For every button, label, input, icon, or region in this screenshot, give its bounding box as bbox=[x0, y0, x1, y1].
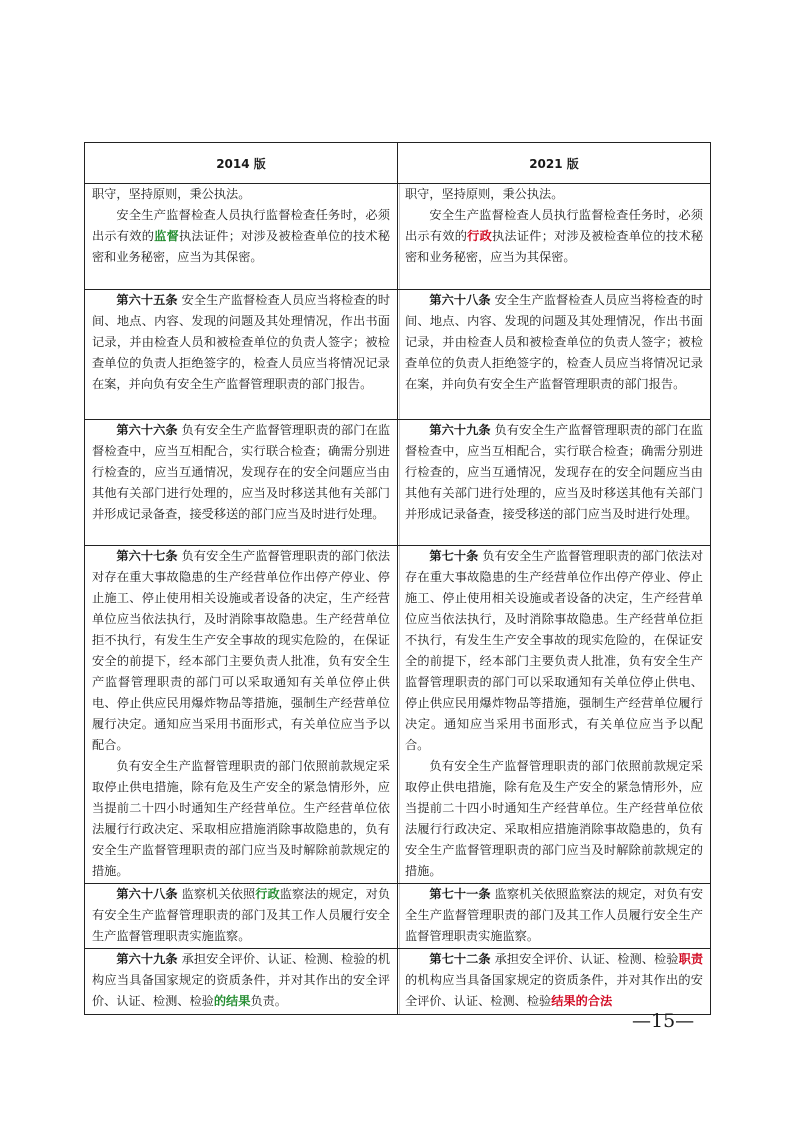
text: 安全生产监督检查人员执行监督检查任务时，必须出示有效的 bbox=[405, 208, 703, 243]
table-row bbox=[85, 290, 711, 420]
cell-2021 bbox=[398, 546, 711, 884]
paragraph: 负有安全生产监督管理职责的部门依照前款规定采取停止供电措施，除有危及生产安全的紧急情形外，应当提前二十四小时通知生产经营单位。生产经营单位依法履行行政决定、采取相应措施消除事故隐患的，负有安全生产监督管理职责的部门应当及时解除前款规定的措施。 bbox=[92, 759, 390, 878]
paragraph: 负有安全生产监督管理职责的部门依照前款规定采取停止供电措施，除有危及生产安全的紧急情形外，应当提前二十四小时通知生产经营单位。生产经营单位依法履行行政决定、采取相应措施消除事故隐患的，负有安全生产监督管理职责的部门应当及时解除前款规定的措施。 bbox=[405, 759, 703, 878]
text: 执法证件；对涉及被检查单位的技术秘密和业务秘密，应当为其保密。 bbox=[405, 229, 704, 264]
cell-2021 bbox=[398, 290, 711, 420]
article-number: 第六十八条 bbox=[429, 293, 491, 307]
paragraph bbox=[92, 290, 390, 395]
article-number: 第六十七条 bbox=[116, 549, 178, 563]
table-row bbox=[85, 949, 711, 1015]
cell-2021 bbox=[398, 949, 711, 1015]
header-2014: 2014 版 bbox=[85, 143, 398, 184]
paragraph bbox=[405, 420, 703, 525]
text: 监察法的规定，对负有安全生产监督管理职责的部门及其工作人员履行安全生产监督管理职责实施监察。 bbox=[92, 887, 391, 943]
table-row bbox=[85, 184, 711, 290]
article-number: 第六十九条 bbox=[429, 423, 491, 437]
inserted-text: 结果的合法 bbox=[551, 994, 613, 1008]
cell-2014 bbox=[85, 420, 398, 546]
cell-2021 bbox=[398, 884, 711, 949]
paragraph bbox=[92, 546, 390, 756]
cell-2021 bbox=[398, 184, 711, 290]
article-number: 第六十九条 bbox=[116, 952, 178, 966]
article-number: 第七十条 bbox=[429, 549, 479, 563]
article-number: 第六十五条 bbox=[116, 293, 178, 307]
comparison-table bbox=[84, 142, 711, 1015]
cell-2014 bbox=[85, 184, 398, 290]
text: 安全生产监督检查人员应当将检查的时间、地点、内容、发现的问题及其处理情况，作出书面记录，并由检查人员和被检查单位的负责人签字；被检查单位的负责人拒绝签字的，检查人员应当将情况记录在案，并向负有安全生产监督管理职责的部门报告。 bbox=[405, 293, 704, 391]
table-row bbox=[85, 884, 711, 949]
cell-2014 bbox=[85, 290, 398, 420]
cell-2014 bbox=[85, 546, 398, 884]
text: 负有安全生产监督管理职责的部门依法对存在重大事故隐患的生产经营单位作出停产停业、停止施工、停止使用相关设施或者设备的决定，生产经营单位应当依法执行，及时消除事故隐患。生产经营单位拒不执行，有发生生产安全事故的现实危险的，在保证安全的前提下，经本部门主要负责人批准，负有安全生产监督管理职责的部门可以采取通知有关单位停止供电、停止供应民用爆炸物品等措施，强制生产经营单位履行决定。通知应当采用书面形式，有关单位应当予以配合。 bbox=[92, 549, 391, 752]
text: 执法证件；对涉及被检查单位的技术秘密和业务秘密，应当为其保密。 bbox=[92, 229, 391, 264]
text: 承担安全评价、认证、检测、检验 bbox=[494, 952, 679, 966]
paragraph bbox=[92, 884, 390, 947]
text: 负责。 bbox=[250, 994, 287, 1008]
text: 监察机关依照 bbox=[181, 887, 256, 901]
text: 的机构应当具备国家规定的资质条件，并对其作出的安全评价、认证、检测、检验 bbox=[405, 973, 703, 1008]
cell-2021 bbox=[398, 420, 711, 546]
text: 安全生产监督检查人员应当将检查的时间、地点、内容、发现的问题及其处理情况，作出书面记录，并由检查人员和被检查单位的负责人签字；被检查单位的负责人拒绝签字的，检查人员应当将情况记录在案，并向负有安全生产监督管理职责的部门报告。 bbox=[92, 293, 391, 391]
deleted-text: 行政 bbox=[255, 887, 280, 901]
article-number: 第七十一条 bbox=[429, 887, 491, 901]
paragraph bbox=[405, 290, 703, 395]
page-number: —15— bbox=[632, 1010, 695, 1032]
paragraph bbox=[92, 420, 390, 525]
text: 监察机关依照监察法的规定，对负有安全生产监督管理职责的部门及其工作人员履行安全生产监督管理职责实施监察。 bbox=[405, 887, 704, 943]
text: 承担安全评价、认证、检测、检验的机构应当具备国家规定的资质条件，并对其作出的安全评价、认证、检测、检验 bbox=[92, 952, 391, 1008]
header-2021: 2021 版 bbox=[398, 143, 711, 184]
deleted-text: 监督 bbox=[154, 229, 179, 243]
paragraph bbox=[405, 949, 703, 1012]
inserted-text: 职责 bbox=[678, 952, 704, 966]
paragraph bbox=[405, 546, 703, 756]
article-number: 第七十二条 bbox=[429, 952, 491, 966]
paragraph: 职守，坚持原则，秉公执法。 bbox=[92, 187, 251, 201]
table-row bbox=[85, 420, 711, 546]
paragraph bbox=[405, 205, 703, 268]
cell-2014 bbox=[85, 884, 398, 949]
article-number: 第六十八条 bbox=[116, 887, 178, 901]
paragraph: 职守，坚持原则，秉公执法。 bbox=[405, 187, 564, 201]
cell-2014 bbox=[85, 949, 398, 1015]
text: 安全生产监督检查人员执行监督检查任务时，必须出示有效的 bbox=[92, 208, 390, 243]
article-number: 第六十六条 bbox=[116, 423, 178, 437]
paragraph bbox=[405, 884, 703, 947]
text: 负有安全生产监督管理职责的部门依法对存在重大事故隐患的生产经营单位作出停产停业、停止施工、停止使用相关设施或者设备的决定，生产经营单位应当依法执行，及时消除事故隐患。生产经营单位拒不执行，有发生生产安全事故的现实危险的，在保证安全的前提下，经本部门主要负责人批准，负有安全生产监督管理职责的部门可以采取通知有关单位停止供电、停止供应民用爆炸物品等措施，强制生产经营单位履行决定。通知应当采用书面形式，有关单位应当予以配合。 bbox=[405, 549, 704, 752]
paragraph bbox=[92, 205, 390, 268]
paragraph bbox=[92, 949, 390, 1012]
inserted-text: 行政 bbox=[467, 229, 492, 243]
deleted-text: 的结果 bbox=[213, 994, 251, 1008]
table-row bbox=[85, 546, 711, 884]
text: 负有安全生产监督管理职责的部门在监督检查中，应当互相配合，实行联合检查；确需分别进行检查的，应当互通情况，发现存在的安全问题应当由其他有关部门进行处理的，应当及时移送其他有关部门并形成记录备查，接受移送的部门应当及时进行处理。 bbox=[92, 423, 391, 521]
table-header-row bbox=[85, 143, 711, 184]
text: 负有安全生产监督管理职责的部门在监督检查中，应当互相配合，实行联合检查；确需分别进行检查的，应当互通情况，发现存在的安全问题应当由其他有关部门进行处理的，应当及时移送其他有关部门并形成记录备查，接受移送的部门应当及时进行处理。 bbox=[405, 423, 704, 521]
